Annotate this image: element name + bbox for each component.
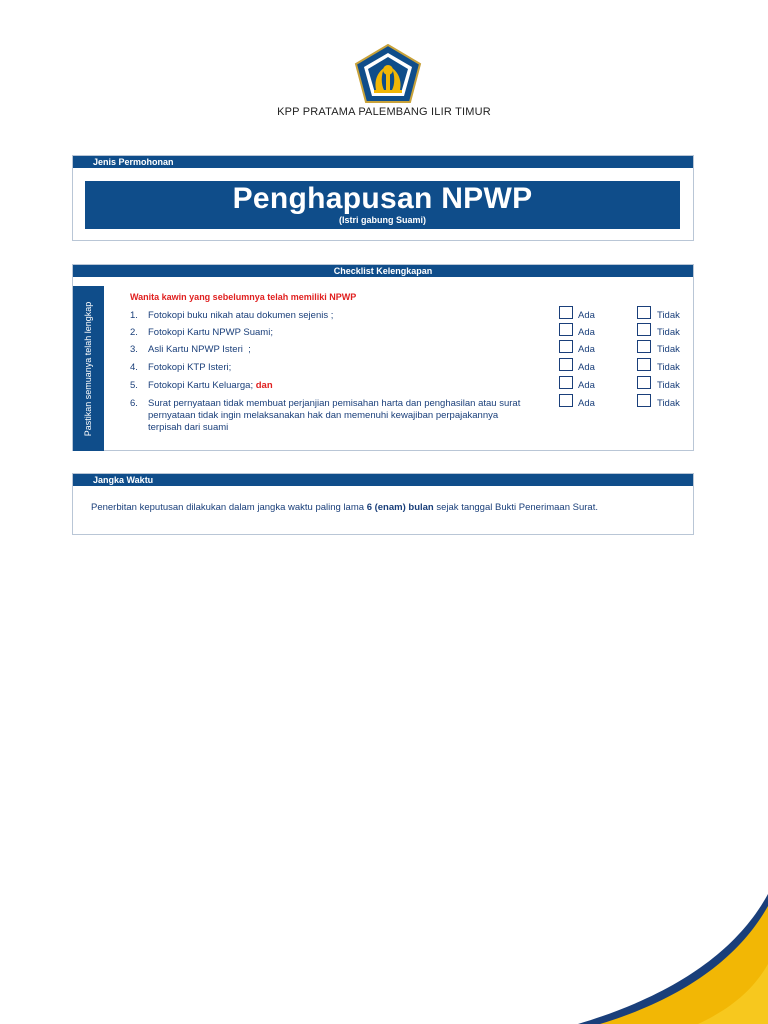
gold-swoosh-decoration bbox=[568, 894, 768, 1024]
tidak-label: Tidak bbox=[657, 380, 680, 391]
item-number: 1. bbox=[130, 310, 138, 321]
request-title: Penghapusan NPWP bbox=[232, 182, 533, 215]
checklist-label: Checklist Kelengkapan bbox=[73, 265, 693, 277]
ada-checkbox[interactable] bbox=[559, 376, 573, 389]
item-text: Asli Kartu NPWP Isteri ; bbox=[148, 344, 251, 355]
ada-checkbox[interactable] bbox=[559, 394, 573, 407]
tidak-checkbox[interactable] bbox=[637, 306, 651, 319]
item-number: 3. bbox=[130, 344, 138, 355]
ada-label: Ada bbox=[578, 362, 595, 373]
tidak-label: Tidak bbox=[657, 310, 680, 321]
item-text: Surat pernyataan tidak membuat perjanjian pemisahan harta dan penghasilan atau surat pernyataan tidak ingin melaksanakan hak dan memenuhi kewajiban perpajakannya terpisah dari suami bbox=[148, 398, 521, 433]
ada-label: Ada bbox=[578, 344, 595, 355]
timeframe-note: Penerbitan keputusan dilakukan dalam jangka waktu paling lama 6 (enam) bulan sejak tanggal Bukti Penerimaan Surat. bbox=[91, 502, 598, 513]
ada-checkbox[interactable] bbox=[559, 323, 573, 336]
checklist-section bbox=[72, 264, 694, 451]
item-number: 4. bbox=[130, 362, 138, 373]
item-suffix: dan bbox=[255, 380, 273, 391]
timeframe-duration: 6 (enam) bulan bbox=[366, 502, 434, 513]
request-type-section bbox=[72, 155, 694, 241]
tidak-checkbox[interactable] bbox=[637, 358, 651, 371]
tidak-label: Tidak bbox=[657, 344, 680, 355]
tidak-label: Tidak bbox=[657, 327, 680, 338]
ada-checkbox[interactable] bbox=[559, 340, 573, 353]
request-subtitle: (Istri gabung Suami) bbox=[338, 215, 426, 225]
timeframe-section bbox=[72, 473, 694, 535]
tidak-checkbox[interactable] bbox=[637, 376, 651, 389]
item-text: Fotokopi KTP Isteri; bbox=[148, 362, 232, 373]
tidak-checkbox[interactable] bbox=[637, 323, 651, 336]
item-number: 6. bbox=[130, 398, 138, 409]
timeframe-label: Jangka Waktu bbox=[73, 474, 693, 486]
side-note: Pastikan semuanya telah lengkap bbox=[83, 301, 93, 437]
item-text: Fotokopi Kartu Keluarga; dan bbox=[148, 380, 273, 391]
item-text: Fotokopi buku nikah atau dokumen sejenis ; bbox=[148, 310, 334, 321]
tidak-checkbox[interactable] bbox=[637, 394, 651, 407]
ada-label: Ada bbox=[578, 327, 595, 338]
ministry-emblem-icon bbox=[354, 44, 422, 104]
item-number: 5. bbox=[130, 380, 138, 391]
side-note-bar bbox=[73, 286, 104, 451]
ada-checkbox[interactable] bbox=[559, 358, 573, 371]
request-type-label: Jenis Permohonan bbox=[73, 156, 693, 168]
request-title-banner bbox=[85, 181, 680, 229]
item-text: Fotokopi Kartu NPWP Suami; bbox=[148, 327, 273, 338]
ada-label: Ada bbox=[578, 398, 595, 409]
tidak-checkbox[interactable] bbox=[637, 340, 651, 353]
office-name: KPP PRATAMA PALEMBANG ILIR TIMUR bbox=[277, 106, 491, 118]
tidak-label: Tidak bbox=[657, 362, 680, 373]
ada-label: Ada bbox=[578, 310, 595, 321]
ada-checkbox[interactable] bbox=[559, 306, 573, 319]
item-number: 2. bbox=[130, 327, 138, 338]
ada-label: Ada bbox=[578, 380, 595, 391]
tidak-label: Tidak bbox=[657, 398, 680, 409]
requirement-title: Wanita kawin yang sebelumnya telah memiliki NPWP bbox=[130, 292, 357, 302]
